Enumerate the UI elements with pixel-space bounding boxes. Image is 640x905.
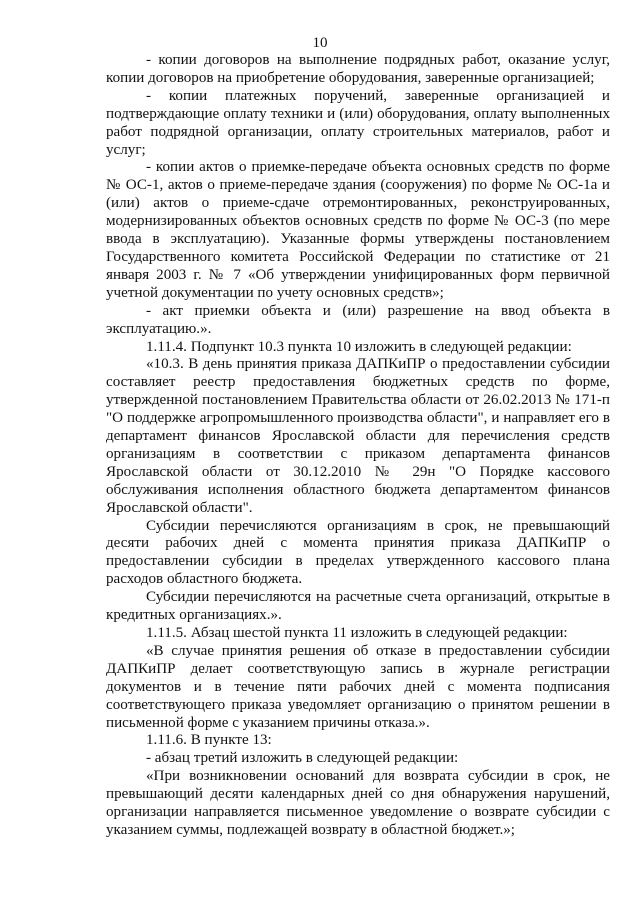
paragraph-subclause-10-3: «10.3. В день принятия приказа ДАПКиПР о предоставлении субсидии составляет реестр предоставления бюджетных средств по форме, утвержденной постановлением Правительства области от 26.02.2013 № 171-п "О поддержке агропромышленного производства области", и направляет его в департамент финансов Ярославской области для перечисления средств организациям в соответствии с приказом департамента финансов Ярославской области от 30.12.2010 № 29н "О Порядке кассового обслуживания исполнения областного бюджета департаментом финансов Ярославской области". — [106, 356, 610, 516]
paragraph-clause-1-11-6: 1.11.6. В пункте 13: — [146, 732, 272, 749]
paragraph-third-abzac: - абзац третий изложить в следующей редакции: — [146, 750, 459, 767]
document-body — [106, 52, 610, 840]
paragraph-subsidy-accounts: Субсидии перечисляются на расчетные счета организаций, открытые в кредитных организациях.». — [106, 589, 610, 624]
paragraph-clause-1-11-5: 1.11.5. Абзац шестой пункта 11 изложить в следующей редакции: — [146, 625, 568, 641]
paragraph-clause-1-11-4: 1.11.4. Подпункт 10.3 пункта 10 изложить в следующей редакции: — [146, 338, 572, 355]
page-number: 10 — [312, 35, 328, 51]
paragraph-refusal-decision: «В случае принятия решения об отказе в предоставлении субсидии ДАПКиПР делает соответствующую запись в журнале регистрации документов и в течение пяти рабочих дней с момента подписания соответствующего приказа уведомляет организацию о принятом решении в письменной форме с указанием причины отказа.». — [106, 642, 610, 731]
paragraph-payment-orders: - копии платежных поручений, заверенные организацией и подтверждающие оплату техники и (или) оборудования, оплату выполненных работ подрядной организации, оплату строительных материалов, работ и услуг; — [106, 87, 610, 158]
paragraph-subsidy-return: «При возникновении оснований для возврата субсидии в срок, не превышающий десяти календарных дней со дня обнаружения нарушений, организации направляется письменное уведомление о возврате субсидии с указанием суммы, подлежащей возврату в областной бюджет.»; — [106, 768, 610, 838]
paragraph-subsidy-transfer-term: Субсидии перечисляются организациям в срок, не превышающий десяти рабочих дней с момента принятия приказа ДАПКиПР о предоставлении субсидии в пределах утвержденного кассового плана расходов областного бюджета. — [106, 517, 610, 588]
paragraph-commissioning-permit: - акт приемки объекта и (или) разрешение на ввод объекта в эксплуатацию.». — [106, 302, 610, 337]
paragraph-acceptance-acts: - копии актов о приемке-передаче объекта основных средств по форме № ОС-1, актов о приеме-передаче здания (сооружения) по форме № ОС-1а и (или) актов о приеме-сдаче отремонтированных, реконструированных, модернизированных объектов основных средств по форме № ОС-3 (по мере ввода в эксплуатацию). Указанные формы утверждены постановлением Государственного комитета Российской Федерации по статистике от 21 января 2003 г. № 7 «Об утверждении унифицированных форм первичной учетной документации по учету основных средств»; — [106, 159, 610, 301]
paragraph-contract-copies: - копии договоров на выполнение подрядных работ, оказание услуг, копии договоров на приобретение оборудования, заверенные организацией; — [106, 52, 610, 86]
